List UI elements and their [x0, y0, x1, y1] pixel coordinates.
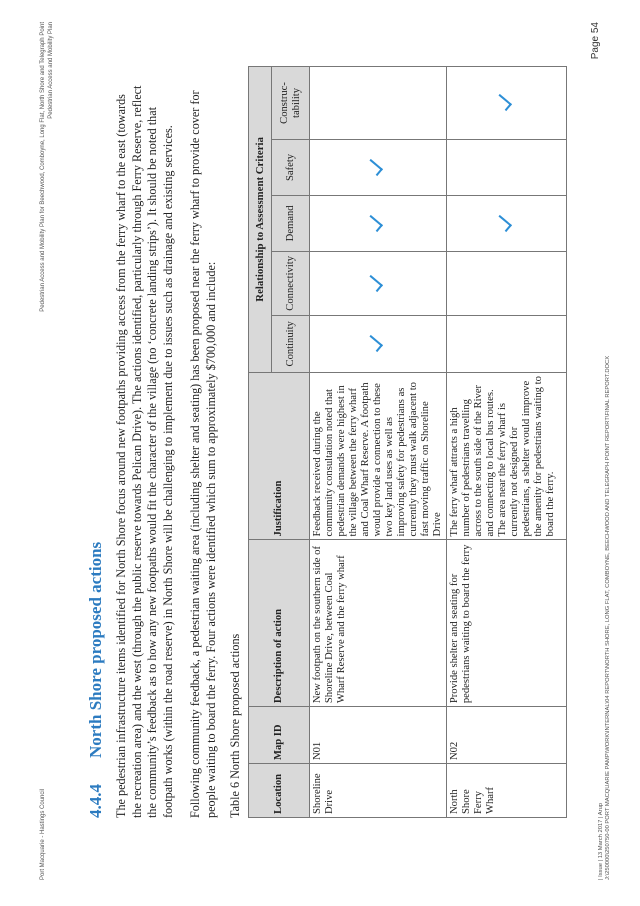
tick-icon [365, 275, 383, 292]
header-right [40, 22, 55, 442]
tick-icon [365, 159, 383, 176]
tick-icon [365, 215, 383, 232]
header-criteria-group: Relationship to Assessment Criteria [249, 67, 272, 373]
page-number: Page 54 [590, 22, 601, 60]
header-justification: Justification [249, 372, 310, 540]
cell-demand [447, 195, 567, 251]
footer [598, 356, 612, 880]
cell-map-id: N01 [310, 707, 447, 764]
actions-table [248, 66, 567, 818]
table-row [310, 67, 447, 818]
table-caption: Table 6 North Shore proposed actions [228, 633, 242, 818]
footer-path: J:\250000\250750-00 PORT MACQUARIE PAMP\WORK\INTERNAL\04 REPORT\NORTH SHORE, LONG FLAT, COMBOYNE, BEECHWOOD AND TELEGRAPH POINT REPORT\FINAL REPORT.DOCX [605, 355, 611, 880]
table-row [447, 67, 567, 818]
cell-location: North Shore Ferry Wharf [447, 764, 567, 818]
header-left: Port Macquarie - Hastings Council [40, 788, 46, 880]
section-title: North Shore proposed actions [86, 541, 105, 758]
cell-continuity [310, 315, 447, 372]
paragraph-2: Following community feedback, a pedestrian waiting area (including shelter and seating) has been proposed near the ferry wharf to provide cover for people waiting to board the ferry. Four actions were identified which sum to approximately $700,000 and include: [188, 90, 218, 818]
section-number: 4.4.4 [86, 784, 105, 818]
cell-connectivity [310, 251, 447, 315]
tick-icon [493, 215, 511, 232]
cell-connectivity [447, 251, 567, 315]
section-heading [86, 542, 106, 818]
header-right-line1: Pedestrian Access and Mobility Plan for Beechwood, Comboyne, Long Flat, North Shore and Telegraph Point [40, 22, 46, 312]
cell-description: New footpath on the southern side of Shoreline Drive, between Coal Wharf Reserve and the ferry wharf [310, 540, 447, 707]
header-demand: Demand [272, 195, 310, 251]
cell-location: Shoreline Drive [310, 764, 447, 818]
tick-icon [365, 335, 383, 352]
cell-justification: Feedback received during the community consultation noted that pedestrian demands were highest in the village between the ferry wharf and Coal Wharf Reserve. A footpath would provide a connection to these two key land uses as well as improving safety for pedestrians as currently they must walk adjacent to fast moving traffic on Shoreline Drive [310, 372, 447, 540]
cell-justification: The ferry wharf attracts a high number of pedestrians travelling across to the south side of the River and connecting to local bus routes. The area near the ferry wharf is currently not designed for pedestrians, a shelter would improve the amenity for pedestrians waiting to board the ferry. [447, 372, 567, 540]
header-constructability: Construc-tability [272, 67, 310, 140]
header-description: Description of action [249, 540, 310, 707]
cell-demand [310, 195, 447, 251]
cell-safety [310, 139, 447, 195]
header-location: Location [249, 764, 310, 818]
cell-map-id: N02 [447, 707, 567, 764]
cell-constructability [310, 67, 447, 140]
footer-issue: | Issue | 13 March 2017 | Arup [598, 802, 604, 880]
cell-safety [447, 139, 567, 195]
cell-description: Provide shelter and seating for pedestrians waiting to board the ferry [447, 540, 567, 707]
cell-continuity [447, 315, 567, 372]
header-map-id: Map ID [249, 707, 310, 764]
paragraph-1: The pedestrian infrastructure items identified for North Shore focus around new footpaths providing access from the ferry wharf to the east (towards the recreation area) and the west (through the public reserve towards Pelican Drive). The actions identified, particularly through Ferry Reserve, reflect the community’s feedback as to how any new footpaths would fit the character of the village (no ‘concrete landing strips’). It should be noted that footpath works (within the road reserve) in North Shore will be challenging to implement due to issues such as drainage and existing services. [114, 85, 175, 818]
tick-icon [493, 94, 511, 111]
header-right-line2: Pedestrian Access and Mobility Plan [47, 22, 54, 119]
header-continuity: Continuity [272, 315, 310, 372]
header-safety: Safety [272, 139, 310, 195]
cell-constructability [447, 67, 567, 140]
header-connectivity: Connectivity [272, 251, 310, 315]
